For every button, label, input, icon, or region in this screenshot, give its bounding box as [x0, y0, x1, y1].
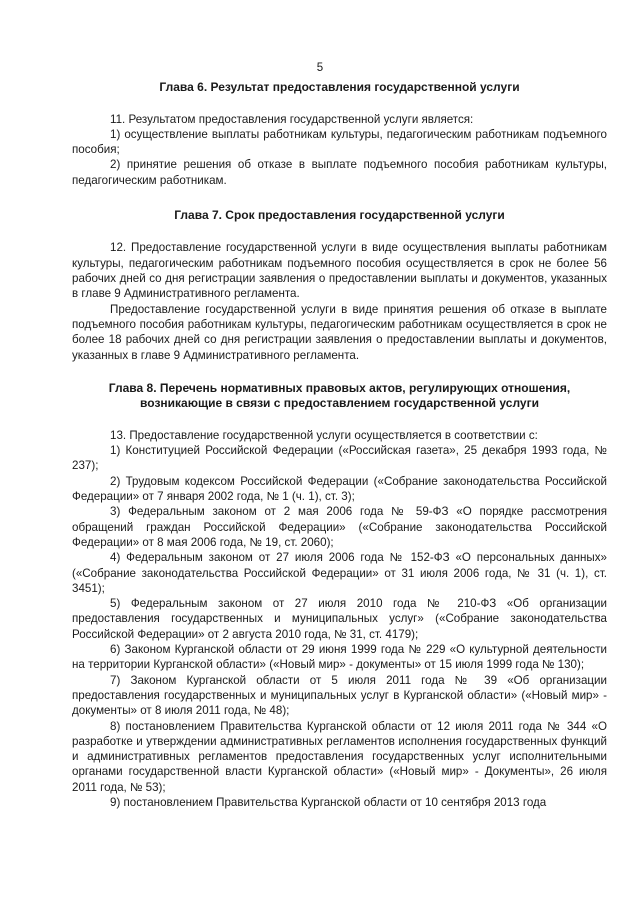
paragraph-13: 13. Предоставление государственной услуги осуществляется в соответствии с: — [110, 428, 538, 442]
document-body — [72, 80, 607, 810]
paragraph-13-item-7: 7) Законом Курганской области от 5 июля 2011 года № 39 «Об организации предоставления государственных и муниципальных услуг в Курганской области» («Новый мир» - документы» от 8 июля 2011 года, № 48); — [72, 673, 607, 718]
paragraph-13-item-8: 8) постановлением Правительства Курганской области от 12 июля 2011 года № 344 «О разработке и утверждении административных регламентов исполнения государственных функций и административных регламентов предоставления государственных услуг исполнительными органами государственной власти Курганской области» («Новый мир» - Документы», 26 июля 2011 года, № 53); — [72, 719, 607, 794]
paragraph-11: 11. Результатом предоставления государственной услуги является: — [110, 112, 474, 126]
paragraph-13-item-1: 1) Конституцией Российской Федерации («Российская газета», 25 декабря 1993 года, № 237); — [72, 444, 607, 473]
chapter-6-heading: Глава 6. Результат предоставления государственной услуги — [159, 80, 520, 94]
paragraph-13-item-2: 2) Трудовым кодексом Российской Федерации («Собрание законодательства Российской Федерации» от 7 января 2002 года, № 1 (ч. 1), ст. 3); — [72, 474, 607, 504]
paragraph-13-item-9: 9) постановлением Правительства Курганской области от 10 сентября 2013 года — [110, 795, 547, 809]
paragraph-13-item-6: 6) Законом Курганской области от 29 июня 1999 года № 229 «О культурной деятельности на территории Курганской области» («Новый мир» - документы» от 15 июля 1999 года № 130); — [72, 643, 607, 672]
paragraph-11-item-1: 1) осуществление выплаты работникам культуры, педагогическим работникам подъемного пособия; — [72, 127, 607, 157]
paragraph-12-second: Предоставление государственной услуги в виде принятия решения об отказе в выплате подъемного пособия работникам культуры, педагогическим работникам осуществляется в срок не более 18 рабочих дней со дня регистрации заявления о предоставлении выплаты и документов, указанных в главе 9 Административного регламента. — [72, 302, 607, 362]
paragraph-12: 12. Предоставление государственной услуги в виде осуществления выплаты работникам культуры, педагогическим работникам подъемного пособия осуществляется в срок не более 56 рабочих дней со дня регистрации заявления о предоставлении выплаты и документов, указанных в главе 9 Административного регламента. — [72, 241, 607, 301]
chapter-7-heading: Глава 7. Срок предоставления государственной услуги — [174, 207, 505, 222]
chapter-8-heading — [72, 381, 607, 412]
paragraph-11-item-2: 2) принятие решения об отказе в выплате подъемного пособия работникам культуры, педагогическим работникам. — [72, 158, 607, 187]
chapter-8-heading-line-2: возникающие в связи с предоставлением государственной услуги — [140, 396, 539, 411]
chapter-8-heading-line-1: Глава 8. Перечень нормативных правовых актов, регулирующих отношения, — [108, 380, 571, 395]
paragraph-13-item-4: 4) Федеральным законом от 27 июля 2006 года № 152-ФЗ «О персональных данных» («Собрание законодательства Российской Федерации» от 31 июля 2006 года, № 31 (ч. 1), ст. 3451); — [72, 551, 607, 595]
paragraph-13-item-5: 5) Федеральным законом от 27 июля 2010 года № 210-ФЗ «Об организации предоставления государственных и муниципальных услуг» («Собрание законодательства Российской Федерации» от 2 августа 2010 года, № 31, ст. 4179); — [72, 597, 607, 641]
page-number: 5 — [316, 62, 324, 74]
paragraph-13-item-3: 3) Федеральным законом от 2 мая 2006 года № 59-ФЗ «О порядке рассмотрения обращений граждан Российской Федерации» («Собрание законодательства Российской Федерации» от 8 мая 2006 года, № 19, ст. 2060); — [72, 505, 607, 549]
